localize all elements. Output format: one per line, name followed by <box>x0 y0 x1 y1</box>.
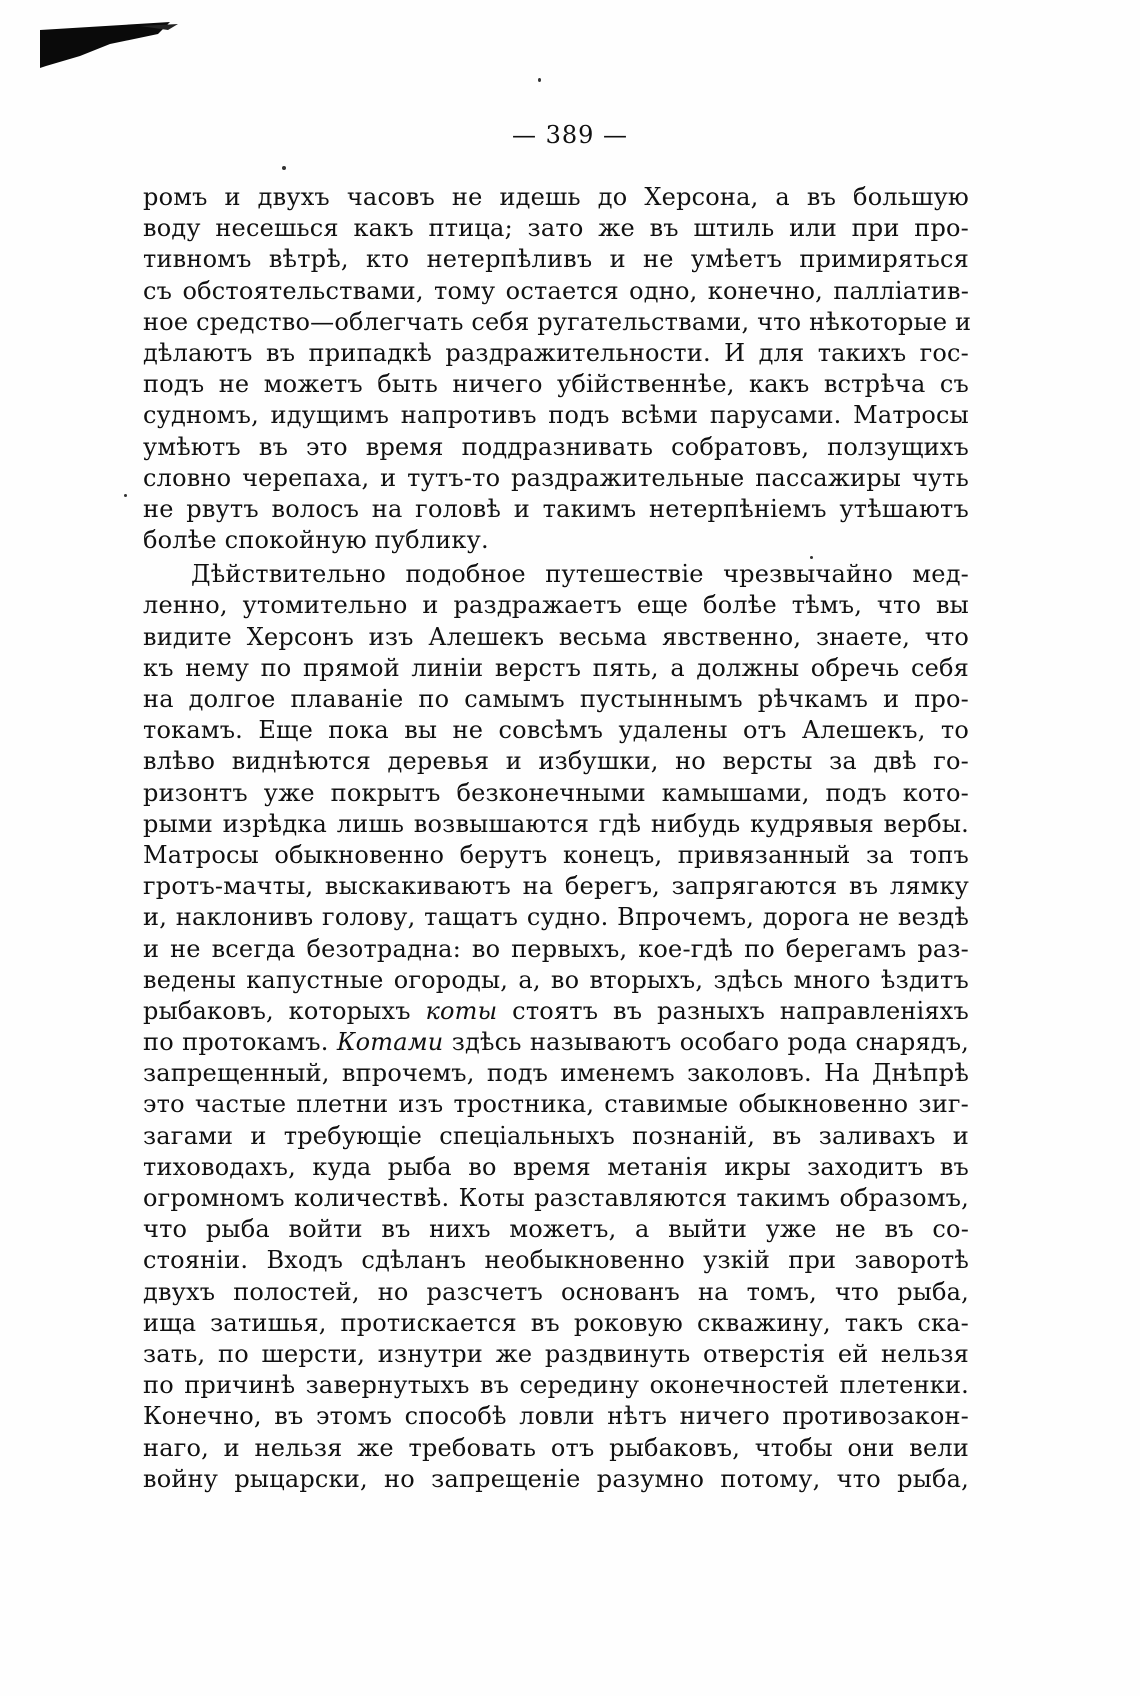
text-line: по причинѣ завернутыхъ въ середину оконечностей плетенки. <box>143 1371 969 1400</box>
text-line: Дѣйствительно подобное путешествіе чрезвычайно мед- <box>191 560 969 589</box>
text-line: болѣе спокойную публику. <box>143 526 489 555</box>
text-line: воду несешься какъ птица; зато же въ штиль или при про- <box>143 214 969 243</box>
text-segment: по протокамъ. <box>143 1028 337 1057</box>
paragraph-1 <box>143 182 972 556</box>
text-line: ромъ и двухъ часовъ не идешь до Херсона, а въ большую <box>143 183 969 211</box>
text-line: это частые плетни изъ тростника, ставимые обыкновенно зиг- <box>143 1090 969 1119</box>
paragraph-2 <box>143 559 969 1495</box>
text-line: подъ не можетъ быть ничего убійственнѣе, какъ встрѣча съ <box>143 370 969 399</box>
text-line: токамъ. Еще пока вы не совсѣмъ удалены отъ Алешекъ, то <box>143 716 969 745</box>
text-line: на долгое плаваніе по самымъ пустыннымъ рѣчкамъ и про- <box>143 685 969 713</box>
text-line: зать, по шерсти, изнутри же раздвинуть отверстія ей нельзя <box>143 1339 969 1368</box>
text-line: влѣво виднѣются деревья и избушки, но версты за двѣ го- <box>143 747 969 776</box>
text-line: Конечно, въ этомъ способѣ ловли нѣтъ ничего противозакон- <box>143 1402 969 1431</box>
text-line: съ обстоятельствами, тому остается одно, конечно, палліатив- <box>143 276 969 305</box>
text-line: къ нему по прямой линіи верстъ пять, а должны обречь себя <box>143 653 969 682</box>
scan-speck <box>538 78 541 82</box>
text-line: не рвутъ волосъ на головѣ и такимъ нетерпѣніемъ утѣшаютъ <box>143 494 969 523</box>
page-number: — 389 — <box>511 121 629 149</box>
text-line-with-italic <box>143 996 969 1027</box>
text-line: наго, и нельзя же требовать отъ рыбаковъ, чтобы они вели <box>143 1433 969 1462</box>
text-line: ленно, утомительно и раздражаетъ еще болѣе тѣмъ, что вы <box>143 591 969 620</box>
text-line: ведены капустные огороды, а, во вторыхъ, здѣсь много ѣздитъ <box>143 965 969 994</box>
text-line: войну рыцарски, но запрещеніе разумно потому, что рыба, <box>143 1464 969 1493</box>
scan-speck <box>810 556 813 559</box>
text-segment: стоятъ въ разныхъ направленіяхъ <box>497 996 969 1025</box>
text-line: ища затишья, протискается въ роковую скважину, такъ ска- <box>143 1308 969 1337</box>
text-line: загами и требующіе спеціальныхъ познаній, въ заливахъ и <box>143 1121 969 1150</box>
text-line: тивномъ вѣтрѣ, кто нетерпѣливъ и не умѣетъ примиряться <box>143 245 969 274</box>
italic-term-koty: коты <box>425 996 498 1025</box>
text-line: стояніи. Входъ сдѣланъ необыкновенно узкій при заворотѣ <box>143 1246 969 1275</box>
text-line: запрещенный, впрочемъ, подъ именемъ заколовъ. На Днѣпрѣ <box>143 1059 969 1088</box>
text-line: и не всегда безотрадна: во первыхъ, кое-гдѣ по берегамъ раз- <box>143 934 969 963</box>
text-line: огромномъ количествѣ. Коты разставляются такимъ образомъ, <box>143 1184 969 1212</box>
text-line-with-italic <box>143 1027 969 1058</box>
text-line: умѣютъ въ это время поддразнивать собратовъ, ползущихъ <box>143 432 969 461</box>
scan-speck <box>282 166 286 170</box>
text-line: гротъ-мачты, выскакиваютъ на берегъ, запрягаются въ лямку <box>143 872 969 901</box>
text-line: дѣлаютъ въ припадкѣ раздражительности. И для такихъ гос- <box>143 338 969 367</box>
scan-speck <box>124 494 127 497</box>
text-line: словно черепаха, и тутъ-то раздражительные пассажиры чуть <box>143 463 969 492</box>
text-line: что рыба войти въ нихъ можетъ, а выйти уже не въ со- <box>143 1215 969 1244</box>
text-line: ное средство—облегчать себя ругательствами, что нѣкоторые и <box>143 307 972 336</box>
text-line: судномъ, идущимъ напротивъ подъ всѣми парусами. Матросы <box>143 401 969 430</box>
text-line: рыми изрѣдка лишь возвышаются гдѣ нибудь кудрявыя вербы. <box>143 809 969 838</box>
text-line: ризонтъ уже покрытъ безконечными камышами, подъ кото- <box>143 778 969 807</box>
text-segment: рыбаковъ, которыхъ <box>143 996 426 1025</box>
text-line: тиховодахъ, куда рыба во время метанія икры заходитъ въ <box>143 1152 969 1181</box>
scan-corner-mark <box>40 22 180 72</box>
italic-term-kotami: Котами <box>336 1028 444 1057</box>
text-line: и, наклонивъ голову, тащатъ судно. Впрочемъ, дорога не вездѣ <box>143 903 969 932</box>
text-line: двухъ полостей, но разсчетъ основанъ на томъ, что рыба, <box>143 1277 969 1306</box>
text-segment: здѣсь называютъ особаго рода снарядъ, <box>443 1028 969 1057</box>
text-line: Матросы обыкновенно берутъ конецъ, привязанный за топъ <box>143 840 969 869</box>
text-line: видите Херсонъ изъ Алешекъ весьма явственно, знаете, что <box>143 622 969 651</box>
body-text <box>143 182 972 1498</box>
